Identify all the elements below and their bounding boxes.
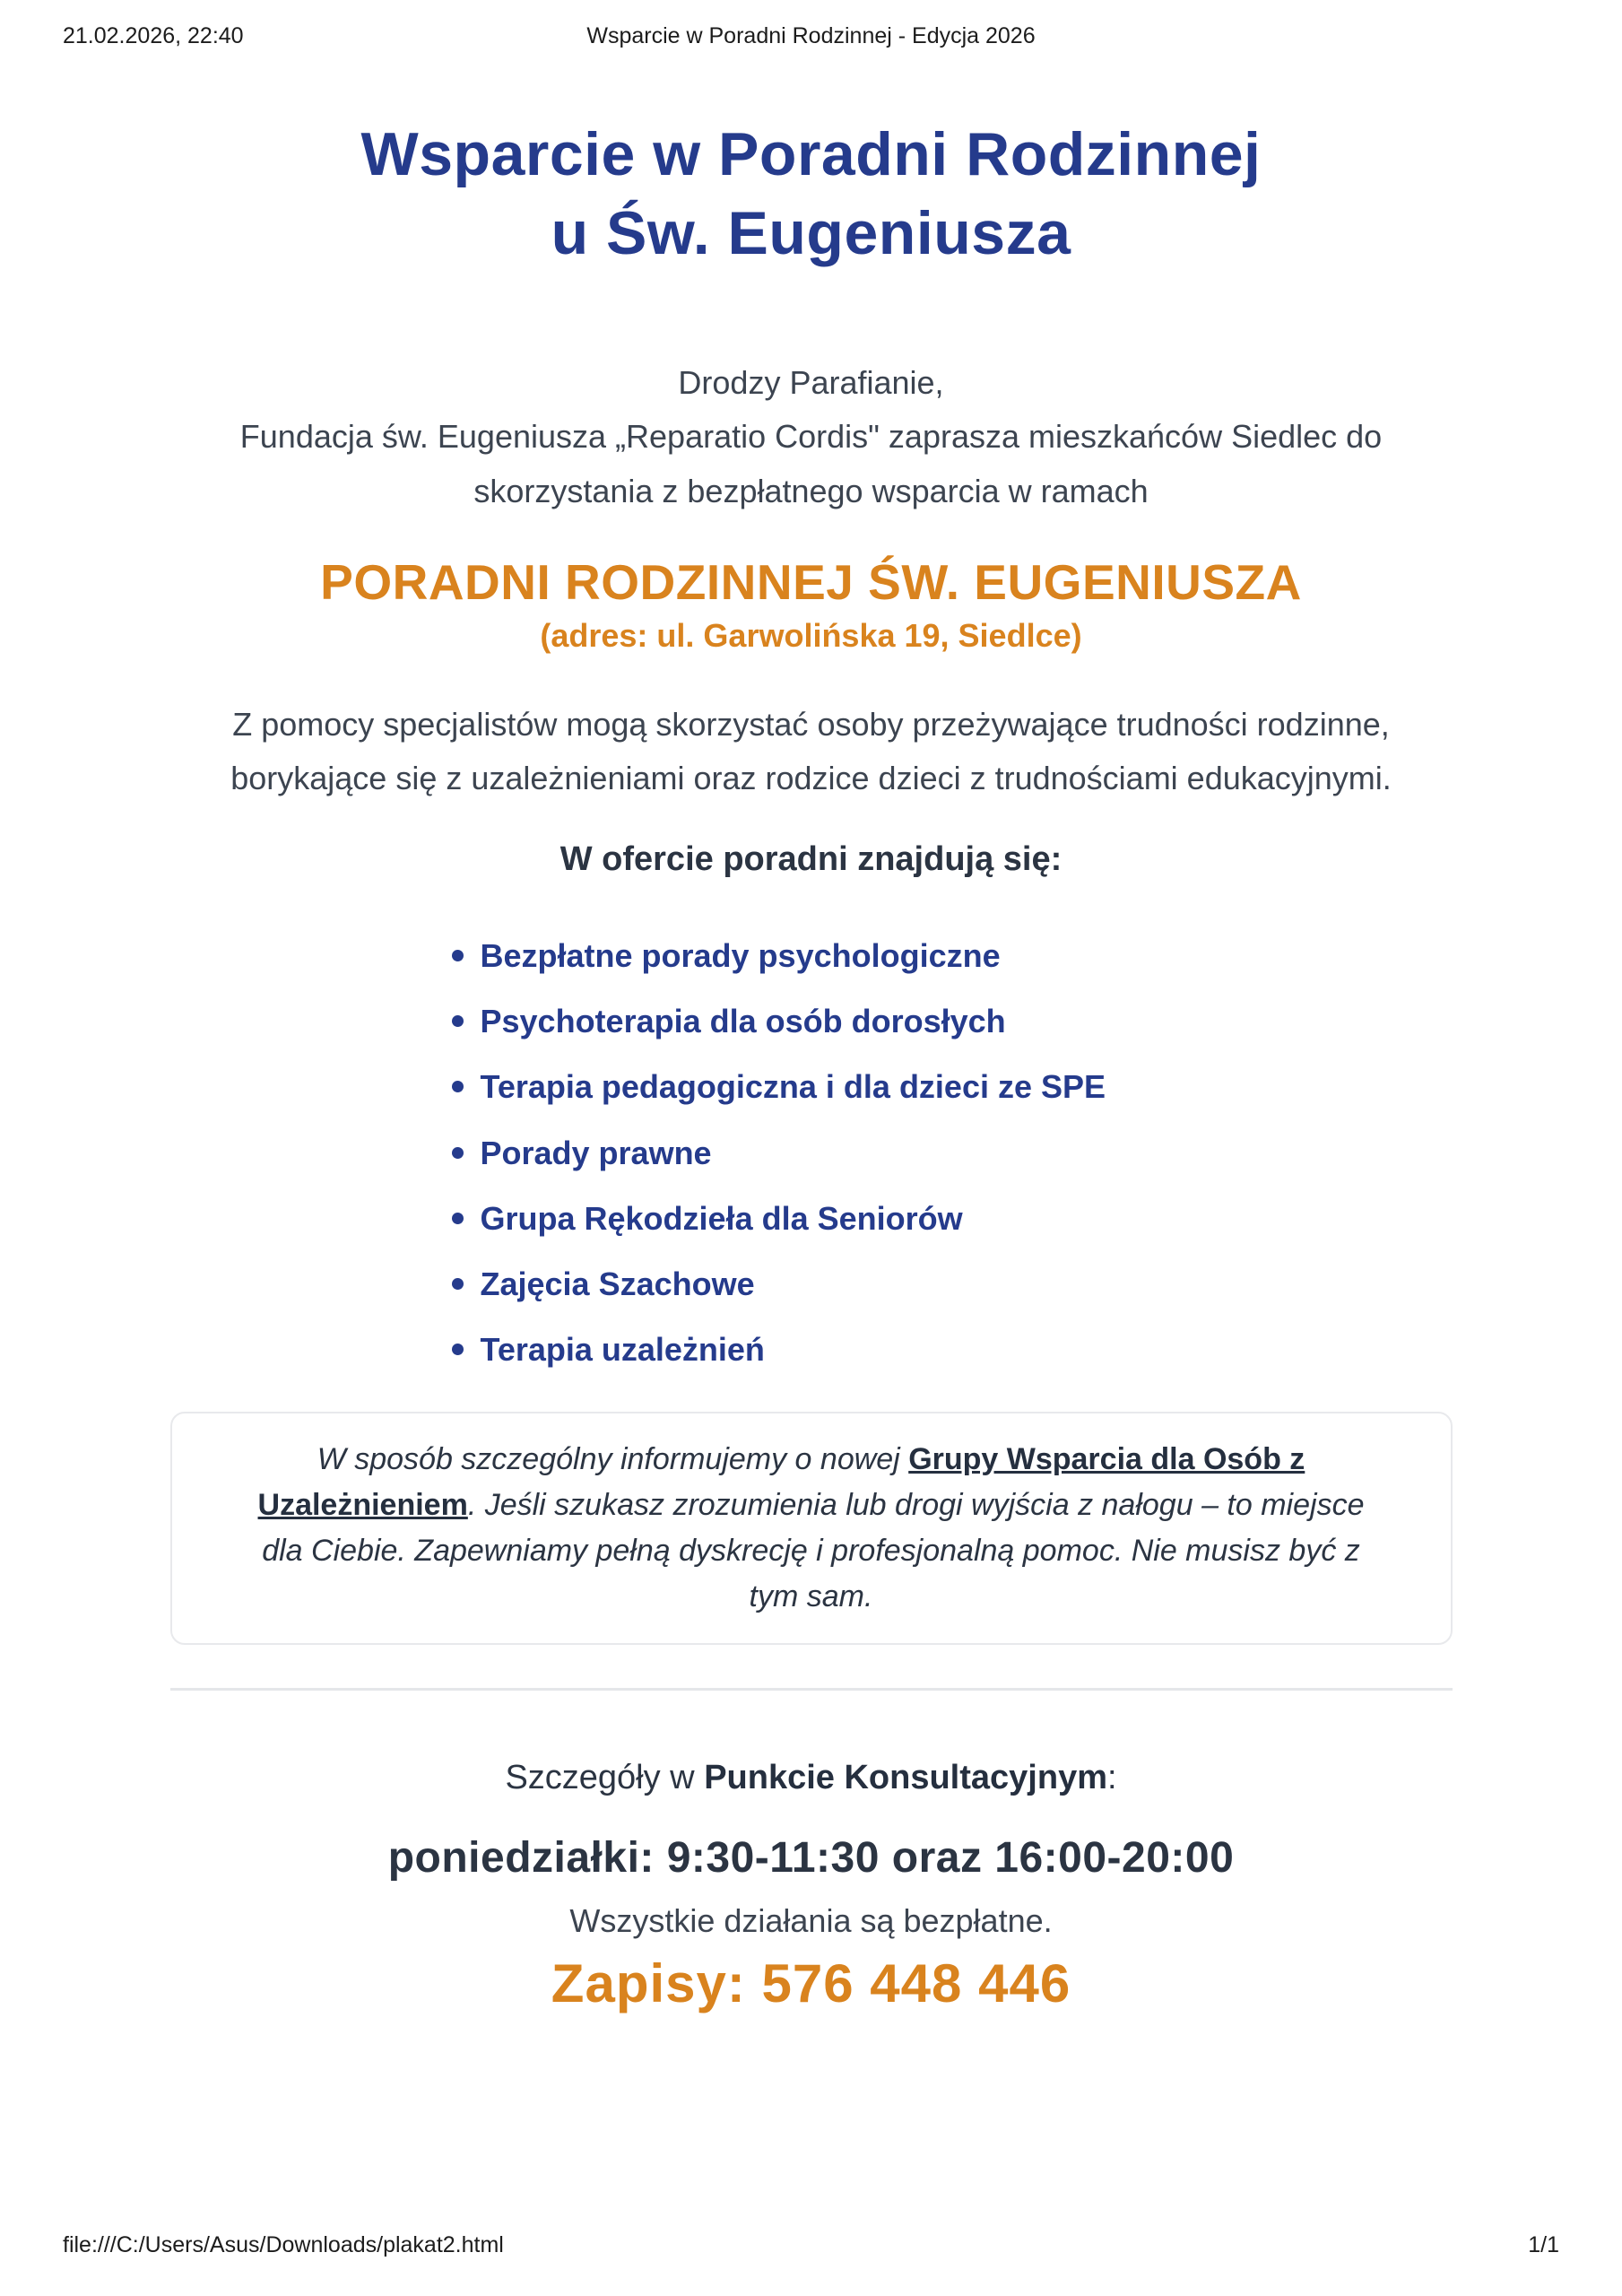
print-doc-title: Wsparcie w Poradni Rodzinnej - Edycja 2026 bbox=[586, 23, 1036, 48]
support-group-name: Grupy Wsparcia dla Osób z Uzależnieniem bbox=[257, 1442, 1305, 1523]
intro-line1: Drodzy Parafianie, bbox=[678, 363, 944, 401]
details-suffix: : bbox=[1107, 1759, 1117, 1797]
print-file-url: file:///C:/Users/Asus/Downloads/plakat2.html bbox=[63, 2232, 504, 2257]
offer-list-item: Zajęcia Szachowe bbox=[439, 1265, 1453, 1303]
intro-paragraph bbox=[170, 356, 1453, 518]
support-group-highlight-box bbox=[170, 1412, 1453, 1645]
clinic-address: (adres: ul. Garwolińska 19, Siedlce) bbox=[540, 617, 1082, 655]
poster-title bbox=[170, 115, 1453, 274]
offer-list-item: Psychoterapia dla osób dorosłych bbox=[439, 1002, 1453, 1040]
offer-list-item: Porady prawne bbox=[439, 1134, 1453, 1172]
free-note: Wszystkie działania są bezpłatne. bbox=[569, 1902, 1053, 1940]
offer-list-item: Bezpłatne porady psychologiczne bbox=[439, 936, 1453, 975]
opening-hours: poniedziałki: 9:30-11:30 oraz 16:00-20:00 bbox=[387, 1834, 1235, 1883]
details-prefix: Szczegóły w bbox=[505, 1759, 705, 1797]
offer-heading: W ofercie poradni znajdują się: bbox=[559, 839, 1063, 878]
offer-list-item: Terapia uzależnień bbox=[439, 1330, 1453, 1369]
offer-list-item: Grupa Rękodzieła dla Seniorów bbox=[439, 1199, 1453, 1238]
intro-line3: skorzystania z bezpłatnego wsparcia w ramach bbox=[473, 472, 1149, 509]
intro-line2: Fundacja św. Eugeniusza „Reparatio Cordis" zaprasza mieszkańców Siedlec do bbox=[239, 418, 1383, 456]
description-paragraph: Z pomocy specjalistów mogą skorzystać osoby przeżywające trudności rodzinne, borykające się z uzależnieniami oraz rodzice dzieci z trudnościami edukacyjnymi. bbox=[230, 706, 1392, 796]
consultation-point-label: Punkcie Konsultacyjnym bbox=[704, 1759, 1107, 1797]
print-datetime: 21.02.2026, 22:40 bbox=[63, 23, 244, 48]
highlight-suffix: . Jeśli szukasz zrozumienia lub drogi wyjścia z nałogu – to miejsce dla Ciebie. Zapewniamy pełną dyskrecję i profesjonalną pomoc. Nie musisz być z tym sam. bbox=[262, 1488, 1365, 1614]
clinic-name-heading: PORADNI RODZINNEJ ŚW. EUGENIUSZA bbox=[320, 554, 1302, 611]
browser-print-footer bbox=[63, 2232, 1559, 2258]
offer-list-item: Terapia pedagogiczna i dla dzieci ze SPE bbox=[439, 1067, 1453, 1106]
poster-title-line1: Wsparcie w Poradni Rodzinnej bbox=[360, 120, 1262, 188]
poster-title-line2: u Św. Eugeniusza bbox=[551, 199, 1071, 268]
highlight-prefix: W sposób szczególny informujemy o nowej bbox=[317, 1442, 909, 1477]
signup-phone: Zapisy: 576 448 446 bbox=[551, 1953, 1071, 2014]
section-divider bbox=[170, 1688, 1453, 1691]
offer-list bbox=[170, 936, 1453, 1369]
poster-content bbox=[170, 0, 1453, 2014]
details-line bbox=[170, 1759, 1453, 1797]
browser-print-header bbox=[63, 23, 1559, 50]
print-page-indicator: 1/1 bbox=[1528, 2232, 1559, 2257]
